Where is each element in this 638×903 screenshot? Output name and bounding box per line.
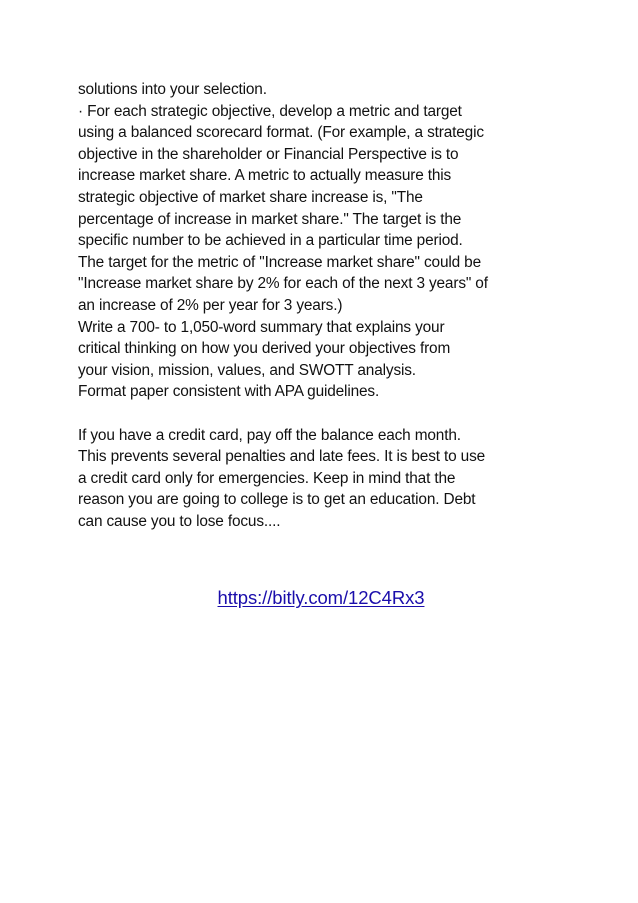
body-line: · For each strategic objective, develop a metric and target xyxy=(78,102,462,120)
body-line: If you have a credit card, pay off the balance each month. xyxy=(78,426,461,444)
body-line: reason you are going to college is to get an education. Debt xyxy=(78,491,476,509)
body-line: The target for the metric of "Increase market share" could be xyxy=(78,253,481,271)
paragraph-gap xyxy=(78,403,578,425)
body-line: using a balanced scorecard format. (For example, a strategic xyxy=(78,124,484,142)
body-line: Write a 700- to 1,050-word summary that explains your xyxy=(78,318,445,336)
body-line: an increase of 2% per year for 3 years.) xyxy=(78,296,343,314)
document-body xyxy=(78,79,578,532)
body-line: This prevents several penalties and late fees. It is best to use xyxy=(78,448,486,466)
body-line: specific number to be achieved in a particular time period. xyxy=(78,232,463,250)
body-line: critical thinking on how you derived your objectives from xyxy=(78,340,451,358)
body-line: your vision, mission, values, and SWOTT analysis. xyxy=(78,361,416,379)
body-line: can cause you to lose focus.... xyxy=(78,512,281,530)
body-line: strategic objective of market share increase is, "The xyxy=(78,188,423,206)
body-line: a credit card only for emergencies. Keep in mind that the xyxy=(78,469,456,487)
body-line: Format paper consistent with APA guidelines. xyxy=(78,383,380,401)
body-line: percentage of increase in market share." The target is the xyxy=(78,210,462,228)
link-container xyxy=(0,586,638,610)
body-line: solutions into your selection. xyxy=(78,81,267,98)
body-line: "Increase market share by 2% for each of the next 3 years" of xyxy=(78,275,488,293)
body-line: objective in the shareholder or Financial Perspective is to xyxy=(78,145,459,163)
body-line: increase market share. A metric to actually measure this xyxy=(78,167,452,185)
bitly-link[interactable]: https://bitly.com/12C4Rx3 xyxy=(217,587,425,608)
